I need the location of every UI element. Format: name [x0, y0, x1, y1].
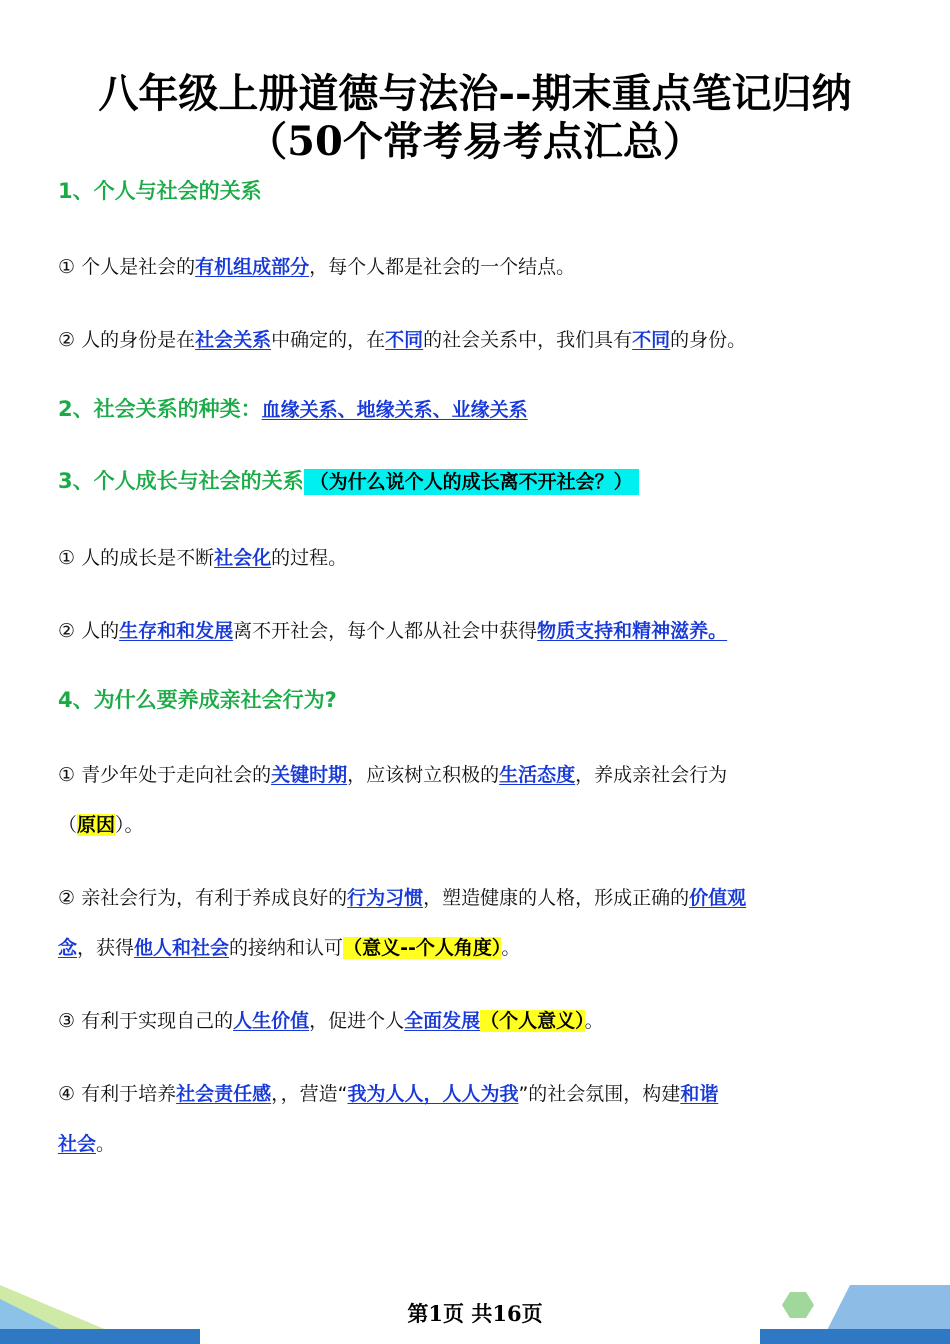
section-4-item-1	[58, 750, 896, 850]
keyword: 和谐	[680, 1083, 719, 1105]
item-text: 人的身份是在	[75, 329, 196, 351]
item-text: 的过程。	[271, 547, 348, 569]
item-text: 。	[96, 1133, 116, 1155]
section-4-heading: 4、为什么要养成亲社会行为?	[58, 688, 337, 712]
item-text: ，获得	[77, 937, 135, 959]
section-4-item-2	[58, 873, 896, 973]
section-4-item-3	[58, 996, 896, 1046]
heading-text: 3、个人成长与社会的关系	[58, 469, 304, 493]
keyword: 他人和社会	[134, 937, 230, 959]
keyword: 物质支持和精神滋养。	[537, 620, 728, 642]
item-line	[58, 923, 896, 973]
item-number: ②	[58, 329, 76, 351]
item-text: 人的成长是不断	[75, 547, 215, 569]
keyword: 社会关系	[195, 329, 272, 351]
keyword: 念	[58, 937, 78, 959]
keyword: 行为习惯	[347, 887, 424, 909]
item-text: ，，营造“	[271, 1083, 348, 1105]
keyword: 有机组成部分	[195, 256, 310, 278]
page-footer: 第1页 共16页	[407, 1301, 543, 1326]
keyword: 社会化	[214, 547, 272, 569]
item-text: ，促进个人	[309, 1010, 405, 1032]
item-text: ”的社会氛围，构建	[518, 1083, 681, 1105]
item-number: ①	[58, 547, 76, 569]
item-number: ②	[58, 887, 76, 909]
keyword: 不同	[632, 329, 671, 351]
keyword: 人生价值	[233, 1010, 310, 1032]
item-line	[58, 873, 896, 923]
item-text: （	[58, 814, 78, 836]
item-text: 亲社会行为，有利于养成良好的	[75, 887, 348, 909]
item-text: 。	[501, 937, 521, 959]
item-number: ③	[58, 1010, 76, 1032]
item-text: 。	[584, 1010, 604, 1032]
item-line	[58, 1119, 896, 1169]
keyword: 不同	[385, 329, 424, 351]
item-line	[58, 800, 896, 850]
section-3-item-2	[58, 606, 896, 656]
keyword: 社会责任感	[176, 1083, 272, 1105]
item-text: 离不开社会，每个人都从社会中获得	[233, 620, 538, 642]
item-text: 有利于实现自己的	[75, 1010, 234, 1032]
item-text: ，应该树立积极的	[347, 764, 500, 786]
heading-text: 2、社会关系的种类：	[58, 397, 262, 421]
section-1-heading: 1、个人与社会的关系	[58, 179, 262, 203]
item-text: 青少年处于走向社会的	[75, 764, 272, 786]
highlight-note: 原因	[77, 814, 116, 836]
item-text: 有利于培养	[75, 1083, 177, 1105]
item-text: ，每个人都是社会的一个结点。	[309, 256, 576, 278]
item-text: 的接纳和认可	[229, 937, 344, 959]
item-text: ，塑造健康的人格，形成正确的	[423, 887, 690, 909]
heading-keyword: 血缘关系、地缘关系、业缘关系	[261, 399, 528, 421]
keyword: 价值观	[689, 887, 747, 909]
item-line	[58, 750, 896, 800]
section-1-item-1	[58, 242, 896, 292]
page-title-line1: 八年级上册道德与法治--期末重点笔记归纳	[98, 70, 852, 117]
keyword: 我为人人，人人为我	[347, 1083, 519, 1105]
item-text: 个人是社会的	[75, 256, 196, 278]
heading-highlight-note: （为什么说个人的成长离不开社会？）	[304, 469, 639, 495]
item-number: ②	[58, 620, 76, 642]
keyword: 社会	[58, 1133, 97, 1155]
item-number: ①	[58, 256, 76, 278]
item-text: 中确定的，在	[271, 329, 386, 351]
keyword: 生活态度	[499, 764, 576, 786]
item-text: 的身份。	[670, 329, 747, 351]
item-text: ）。	[115, 814, 144, 836]
item-text: ，养成亲社会行为	[575, 764, 728, 786]
keyword: 全面发展	[404, 1010, 481, 1032]
item-text: 人的	[75, 620, 120, 642]
highlight-note: （个人意义）	[480, 1010, 585, 1032]
item-line	[58, 1069, 896, 1119]
section-4-item-4	[58, 1069, 896, 1169]
item-text: 的社会关系中，我们具有	[423, 329, 633, 351]
section-2-heading	[58, 394, 528, 425]
section-1-item-2	[58, 315, 896, 365]
section-3-heading	[58, 466, 639, 497]
highlight-note: （意义--个人角度）	[343, 937, 502, 959]
keyword: 关键时期	[271, 764, 348, 786]
item-number: ④	[58, 1083, 76, 1105]
item-number: ①	[58, 764, 76, 786]
page-title-line2: （50个常考易考点汇总）	[247, 118, 703, 165]
section-3-item-1	[58, 533, 896, 583]
keyword: 生存和和发展	[119, 620, 234, 642]
